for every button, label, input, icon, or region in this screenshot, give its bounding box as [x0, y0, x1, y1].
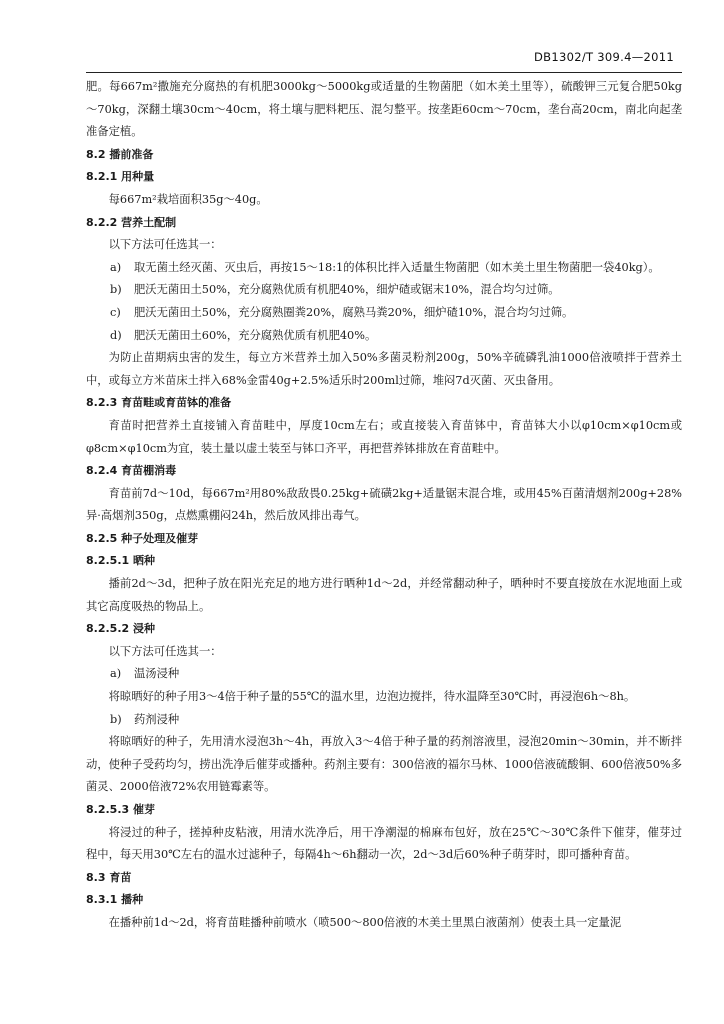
list-marker: c) [110, 305, 121, 319]
document-body [86, 76, 682, 935]
list-marker: d) [110, 328, 122, 342]
heading-8-2-1: 8.2.1 用种量 [86, 170, 155, 184]
list-item [86, 279, 682, 302]
list-item-text: 取无菌土经灭菌、灭虫后，再按15～18:1的体积比拌入适量生物菌肥（如木美土里生物菌肥一袋40kg）。 [134, 260, 660, 274]
list-item [86, 325, 682, 348]
paragraph-chemical-soak: 将晾晒好的种子，先用清水浸泡3h～4h，再放入3～4倍于种子量的药剂溶液里，浸泡20min～30min，并不断拌动，使种子受药均匀，捞出洗净后催芽或播种。药剂主要有：300倍液的福尔马林、1000倍液硫酸铜、600倍液50%多菌灵、2000倍液72%农用链霉素等。 [86, 735, 682, 794]
heading-8-2-2: 8.2.2 营养土配制 [86, 215, 177, 229]
list-item-text: 药剂浸种 [134, 712, 180, 726]
list-marker: b) [110, 712, 122, 726]
heading-8-2-4: 8.2.4 育苗棚消毒 [86, 464, 177, 478]
heading-8-3: 8.3 育苗 [86, 870, 132, 884]
list-item [86, 302, 682, 325]
header-rule [86, 72, 682, 73]
list-marker: a) [110, 667, 122, 681]
heading-8-2-5-3: 8.2.5.3 催芽 [86, 803, 155, 816]
list-marker: b) [110, 283, 122, 297]
paragraph-fertilizer: 肥。每667m²撒施充分腐热的有机肥3000kg～5000kg或适量的生物菌肥（如木美土里等），硫酸钾三元复合肥50kg～70kg，深翻土壤30cm～40cm，将土壤与肥料耙压、混匀整平。按垄距60cm～70cm，垄台高20cm，南北向起垄准备定植。 [86, 80, 682, 139]
heading-8-3-1: 8.3.1 播种 [86, 893, 144, 907]
list-item-text: 温汤浸种 [134, 667, 180, 681]
paragraph-seedbed: 育苗时把营养土直接铺入育苗畦中，厚度10cm左右；或直接装入育苗钵中，育苗钵大小以φ10cm×φ10cm或φ8cm×φ10cm为宜，装土量以虚土装至与钵口齐平，再把营养钵排放在育苗畦中。 [86, 418, 682, 455]
paragraph-sowing: 在播种前1d～2d，将育苗畦播种前喷水（喷500～800倍液的木美土里黑白液菌剂）使表土具一定量泥 [108, 915, 622, 929]
list-item-text: 肥沃无菌田土50%，充分腐熟圈粪20%，腐熟马粪20%，细炉碴10%，混合均匀过筛。 [134, 305, 574, 319]
list-item [86, 663, 682, 686]
list-item [86, 257, 682, 280]
paragraph-germination: 将浸过的种子，搓掉种皮粘液，用清水洗净后，用干净潮湿的棉麻布包好，放在25℃～30℃条件下催芽，催芽过程中，每天用30℃左右的温水过滤种子，每隔4h～6h翻动一次，2d～3d后60%种子萌芽时，即可播种育苗。 [86, 825, 682, 862]
paragraph-warm-soak: 将晾晒好的种子用3～4倍于种子量的55℃的温水里，边泡边搅拌，待水温降至30℃时，再浸泡6h～8h。 [108, 690, 636, 704]
paragraph-seed-amount: 每667m²栽培面积35g～40g。 [108, 192, 268, 206]
document-code: DB1302/T 309.4—2011 [534, 50, 674, 64]
paragraph-soil-disinfection: 为防止苗期病虫害的发生，每立方米营养土加入50%多菌灵粉剂200g，50%辛硫磷乳油1000倍液喷拌于营养土中，或每立方米苗床土拌入68%金雷40g+2.5%适乐时200ml过筛，堆闷7d灭菌、灭虫备用。 [86, 351, 682, 387]
heading-8-2: 8.2 播前准备 [86, 147, 154, 161]
paragraph-seed-sunning: 播前2d～3d，把种子放在阳光充足的地方进行晒种1d～2d，并经常翻动种子，晒种时不要直接放在水泥地面上或其它高度吸热的物品上。 [86, 577, 682, 613]
list-item [86, 709, 682, 732]
heading-8-2-3: 8.2.3 育苗畦或育苗钵的准备 [86, 396, 232, 410]
paragraph-choose-one: 以下方法可任选其一： [108, 644, 222, 658]
heading-8-2-5-2: 8.2.5.2 浸种 [86, 622, 155, 636]
paragraph-choose-one: 以下方法可任选其一： [108, 238, 222, 252]
list-marker: a) [110, 260, 122, 274]
paragraph-greenhouse-disinfection: 育苗前7d～10d，每667m²用80%敌敌畏0.25kg+硫磺2kg+适量锯末混合堆，或用45%百菌清烟剂200g+28%异·高烟剂350g，点燃熏棚闷24h，然后放风排出毒气。 [86, 486, 682, 523]
list-item-text: 肥沃无菌田土60%，充分腐熟优质有机肥40%。 [134, 328, 377, 342]
list-item-text: 肥沃无菌田土50%，充分腐熟优质有机肥40%，细炉碴或锯末10%，混合均匀过筛。 [134, 283, 560, 297]
heading-8-2-5-1: 8.2.5.1 晒种 [86, 554, 155, 568]
heading-8-2-5: 8.2.5 种子处理及催芽 [86, 531, 199, 545]
